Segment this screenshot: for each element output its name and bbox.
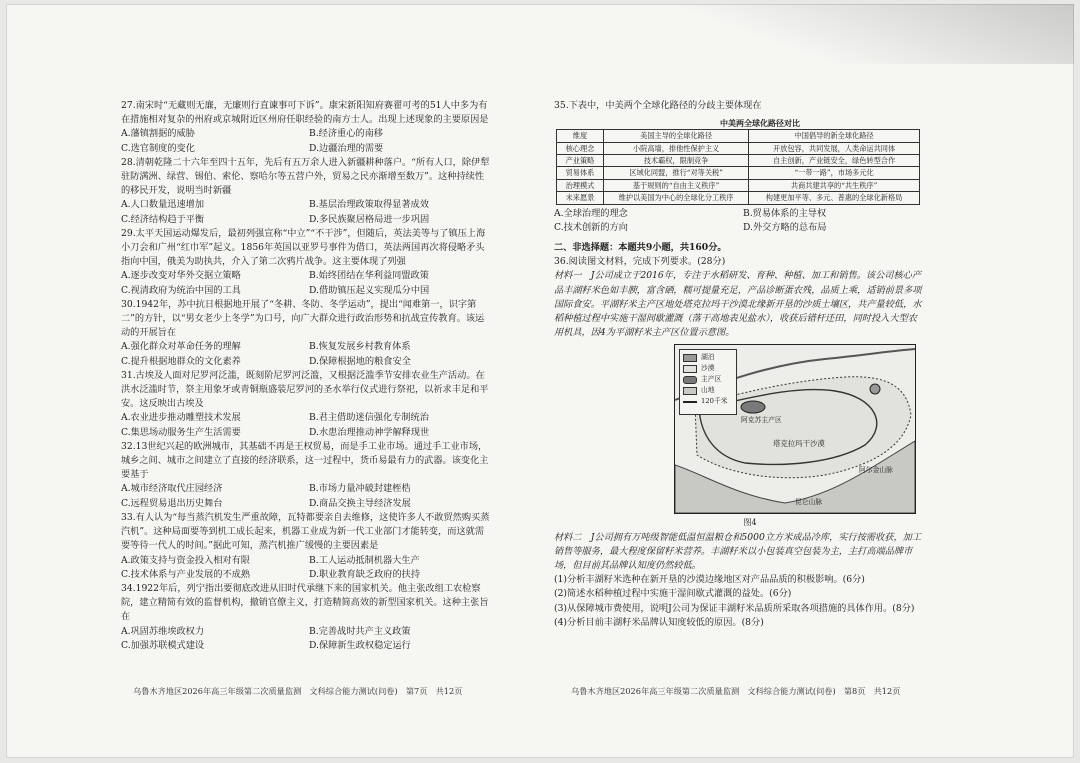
answer-option: C.技术创新的方向 xyxy=(554,221,628,233)
answer-option: D.借助镇压起义实现瓜分中国 xyxy=(309,284,430,296)
answer-option: B.基层治理政策取得显著成效 xyxy=(309,199,429,211)
question-options xyxy=(121,127,491,155)
task-item: (1)分析丰湖籽米选种在新开垦的沙漠边缘地区对产品品质的积极影响。(6分) xyxy=(554,574,865,586)
question-options xyxy=(121,482,491,510)
question-stem: 32.13世纪兴起的欧洲城市，其基础不再是王权贸易，而是手工业市场。通过手工业市场，城乡之间、城市之间建立了直接的经济联系，这一过程中，货币易最有力的武器。该变化主要基于 xyxy=(121,440,489,481)
answer-option: C.技术体系与产业发展的不成熟 xyxy=(121,568,251,580)
right-page-column xyxy=(554,99,926,630)
task-list xyxy=(554,573,926,630)
question-stem: 33.有人认为“每当蒸汽机发生严重故障，瓦特都要亲自去维修，这使许多人不敢贸然购买蒸汽机”。这种局面要等到机工成长起来，机器工业成为新一代工业部门才能转变，而这就需要等待一代人的时间。”据此可知，蒸汽机推广缓慢的主要因素是 xyxy=(121,511,490,552)
answer-option: A.强化群众对革命任务的理解 xyxy=(121,341,241,353)
lake-swatch xyxy=(683,354,697,362)
table-cell: 技术霸权，限制竞争 xyxy=(604,155,749,167)
q36-title: 36.阅读图文材料，完成下列要求。(28分) xyxy=(554,256,726,268)
answer-option: A.藩镇割据的威胁 xyxy=(121,128,195,140)
answer-option: A.农业进步推动雕塑技术发展 xyxy=(121,412,241,424)
answer-option: B.工人运动抵制机器大生产 xyxy=(309,554,420,566)
table-header-cell: 维度 xyxy=(557,130,604,142)
location-map xyxy=(674,344,916,514)
question-options xyxy=(121,340,491,368)
table-cell: “一带一路”，市场多元化 xyxy=(749,167,920,179)
question-stem: 31.古埃及人面对尼罗河泛滥，既刻阶尼罗河泛滥，又根据泛滥季节安排农业生产活动。在洪水泛滥时节，祭主用象牙或青铜瓶盛装尼罗河的圣水举行仪式进行祭祀，以祈求丰足和平安。这反映出古埃及 xyxy=(121,369,489,410)
answer-option: D.外交方略的总布局 xyxy=(743,221,827,233)
question-options xyxy=(121,269,491,297)
map-legend xyxy=(679,349,737,415)
task-item: (4)分析目前丰湖籽米品牌认知度较低的原因。(8分) xyxy=(554,616,764,628)
material-one: 材料一 J公司成立于2016年，专注于水稻研发、育种、种植、加工和销售。该公司核心产品丰湖籽米色如丰腴，富含硒，糯可提量充足，产品诊断蛋农残，品质上乘，适销前景多项国际食安。平湖籽米主产区地处塔克拉玛干沙漠北缘新开垦的沙质土壤区，共产量较低，水稻种植过程中实施干湿间歇灌溉（落干高地表见盐水），收获后错杆还田，同时投入大型农用机具，因4为平湖籽米主产区位置示意图。 xyxy=(554,270,922,339)
figure-caption: 图4 xyxy=(743,518,757,528)
table-cell: 开放包容，共同发展，人类命运共同体 xyxy=(749,142,920,154)
question-stem: 29.太平天国运动爆发后，最初列强宣称“中立”“不干涉”，但随后，英法美等与了镇压上海小刀会和广州“红巾军”起义。1856年英国以亚罗号事件为借口，英法两国再次将侵略矛头指向中国，俄美为助执共，介入了第二次鸦片战争。这主要体现了列强 xyxy=(121,227,486,268)
answer-option: B.贸易体系的主导权 xyxy=(743,207,827,219)
scale-bar: 120千米 xyxy=(683,396,733,407)
table-header-cell: 中国倡导的新全球化路径 xyxy=(749,130,920,142)
map-label-region: 阿克苏主产区 xyxy=(741,416,782,425)
answer-option: D.职业教育缺乏政府的扶持 xyxy=(309,568,421,580)
section-title: 二、非选择题：本题共9小题，共160分。 xyxy=(554,242,727,254)
question-stem: 30.1942年，苏中抗日根据地开展了“冬耕、冬防、冬学运动”，提出“闻难第一，识字第二”的方针，以“男女老少上冬学”为口号，向广大群众进行政治形势和抗战宣传教育。该运动的开展旨在 xyxy=(121,298,485,339)
desert-swatch xyxy=(683,365,697,373)
answer-option: A.人口数量迅速增加 xyxy=(121,199,205,211)
answer-option: D.水患治理推动神学解释现世 xyxy=(309,426,430,438)
answer-option: A.政策支持与资金投入相对有限 xyxy=(121,554,250,566)
answer-option: D.边疆治理的需要 xyxy=(309,142,384,154)
page-footer-right: 乌鲁木齐地区2026年高三年级第二次质量监测 文科综合能力测试(问卷) 第8页 共12页 xyxy=(571,686,901,696)
answer-option: B.市场力量冲破封建桎梏 xyxy=(309,483,411,495)
answer-option: C.选官制度的变化 xyxy=(121,142,195,154)
main-production-area-marker xyxy=(741,401,765,413)
left-page-column xyxy=(121,99,491,653)
table-cell: 自主创新，产业链安全，绿色转型合作 xyxy=(749,155,920,167)
question-stem: 28.清朝乾隆二十六年至四十五年，先后有五万余人进入新疆耕种落户。“所有人口，除伊犁驻防满洲、绿营、锡伯、索伦、察哈尔等五营户外，贸易之民亦渐增至数万”。这种持续性的移民开发，说明当时新疆 xyxy=(121,156,490,197)
table-cell: 区域化同盟，推行“对等关税” xyxy=(604,167,749,179)
comparison-table xyxy=(556,129,920,204)
table-row xyxy=(557,179,920,191)
task-item: (3)从保障城市费使用，说明J公司为保证丰湖籽米品质所采取各项措施的具体作用。(8分) xyxy=(554,602,915,614)
table-header-row xyxy=(557,130,920,142)
table-cell: 治理模式 xyxy=(557,179,604,191)
table-cell: 共商共建共享的“共生秩序” xyxy=(749,179,920,191)
question-options xyxy=(121,198,491,226)
map-label-mountain-bottom: 昆仑山脉 xyxy=(795,498,823,507)
table-row xyxy=(557,192,920,204)
answer-option: D.商品交换主导经济发展 xyxy=(309,497,411,509)
table-row xyxy=(557,142,920,154)
table-cell: 核心理念 xyxy=(557,142,604,154)
exam-sheet xyxy=(6,4,1074,758)
legend-item: 主产区 xyxy=(683,374,733,385)
area-swatch xyxy=(683,376,697,384)
answer-option: C.提升根据地群众的文化素养 xyxy=(121,355,241,367)
answer-option: A.城市经济取代庄园经济 xyxy=(121,483,223,495)
table-row xyxy=(557,155,920,167)
question-options xyxy=(121,625,491,653)
legend-item: 山地 xyxy=(683,385,733,396)
answer-option: B.始终团结在华利益同盟政策 xyxy=(309,270,429,282)
answer-option: B.恢复发展乡村教育体系 xyxy=(309,341,411,353)
table-cell: 小院高墙，排他性保护主义 xyxy=(604,142,749,154)
answer-option: C.经济结构趋于平衡 xyxy=(121,213,205,225)
material-two: 材料二 J公司拥有万吨级智能低温恒温粮仓和5000立方米成品冷库，实行按需收获，加工销售等服务，最大程度保留籽米营养。丰湖籽米以小包装真空包装为主，主打高端品牌市场，但目前其品牌认知度仍然较低。 xyxy=(554,531,922,572)
answer-option: A.全球治理的理念 xyxy=(554,207,628,219)
page-footer-left: 乌鲁木齐地区2026年高三年级第二次质量监测 文科综合能力测试(问卷) 第7页 共12页 xyxy=(133,686,463,696)
legend-item: 沙漠 xyxy=(683,363,733,374)
answer-option: A.巩固苏维埃政权力 xyxy=(121,625,205,637)
table-cell: 未来愿景 xyxy=(557,192,604,204)
answer-option: B.君主借助迷信强化专制统治 xyxy=(309,412,429,424)
answer-option: B.完善战时共产主义政策 xyxy=(309,625,411,637)
question-options xyxy=(121,411,491,439)
question-stem: 27.南宋时“无藏则无廉，无廉则行直谏事可下诉”。康宋新阳知府赛翟可考的51人中多为有在措施相对复杂的州府或京城附近区州府任职经验的南方士人。出现上述现象的主要原因是 xyxy=(121,100,489,126)
table-cell: 产业策略 xyxy=(557,155,604,167)
answer-option: D.保障根据地的粮食安全 xyxy=(309,355,411,367)
table-row xyxy=(557,167,920,179)
map-label-mountain-right: 阿尔金山脉 xyxy=(859,466,893,475)
lake-marker xyxy=(870,384,880,394)
table-cell: 贸易体系 xyxy=(557,167,604,179)
answer-option: A.逐步改变对华外交据立策略 xyxy=(121,270,241,282)
table-cell: 基于规则的“自由主义秩序” xyxy=(604,179,749,191)
answer-option: C.加强苏联模式建设 xyxy=(121,639,205,651)
map-label-desert: 塔克拉玛干沙漠 xyxy=(773,439,825,449)
answer-option: C.远程贸易退出历史舞台 xyxy=(121,497,223,509)
task-item: (2)简述水稻种植过程中实施干湿间歇式灌溉的益处。(6分) xyxy=(554,588,792,600)
answer-option: D.保障新生政权稳定运行 xyxy=(309,639,411,651)
mountain-swatch xyxy=(683,387,697,395)
table-cell: 维护以美国为中心的全球化分工秩序 xyxy=(604,192,749,204)
table-cell: 构建更加平等、多元、普惠的全球化新格局 xyxy=(749,192,920,204)
table-title: 中美两全球化路径对比 xyxy=(720,118,800,129)
answer-option: B.经济重心的南移 xyxy=(309,128,383,140)
scan-shadow xyxy=(654,4,1074,64)
legend-item: 湖泊 xyxy=(683,352,733,363)
answer-option: C.视清政府为统治中国的工具 xyxy=(121,284,241,296)
answer-option: C.集思场动服务生产生活需要 xyxy=(121,426,241,438)
q35-stem: 35.下表中，中美两个全球化路径的分歧主要体现在 xyxy=(554,100,762,111)
question-stem: 34.1922年后，列宁指出要彻底改进从旧时代承继下来的国家机关。他主张改组工农检察院，建立精简有效的监督机构，撤销官僚主义，打造精简高效的新型国家机关。这种主张旨在 xyxy=(121,582,489,623)
table-header-cell: 美国主导的全球化路径 xyxy=(604,130,749,142)
q35-options xyxy=(554,207,926,235)
question-options xyxy=(121,554,491,582)
answer-option: D.多民族聚居格局进一步巩固 xyxy=(309,213,430,225)
